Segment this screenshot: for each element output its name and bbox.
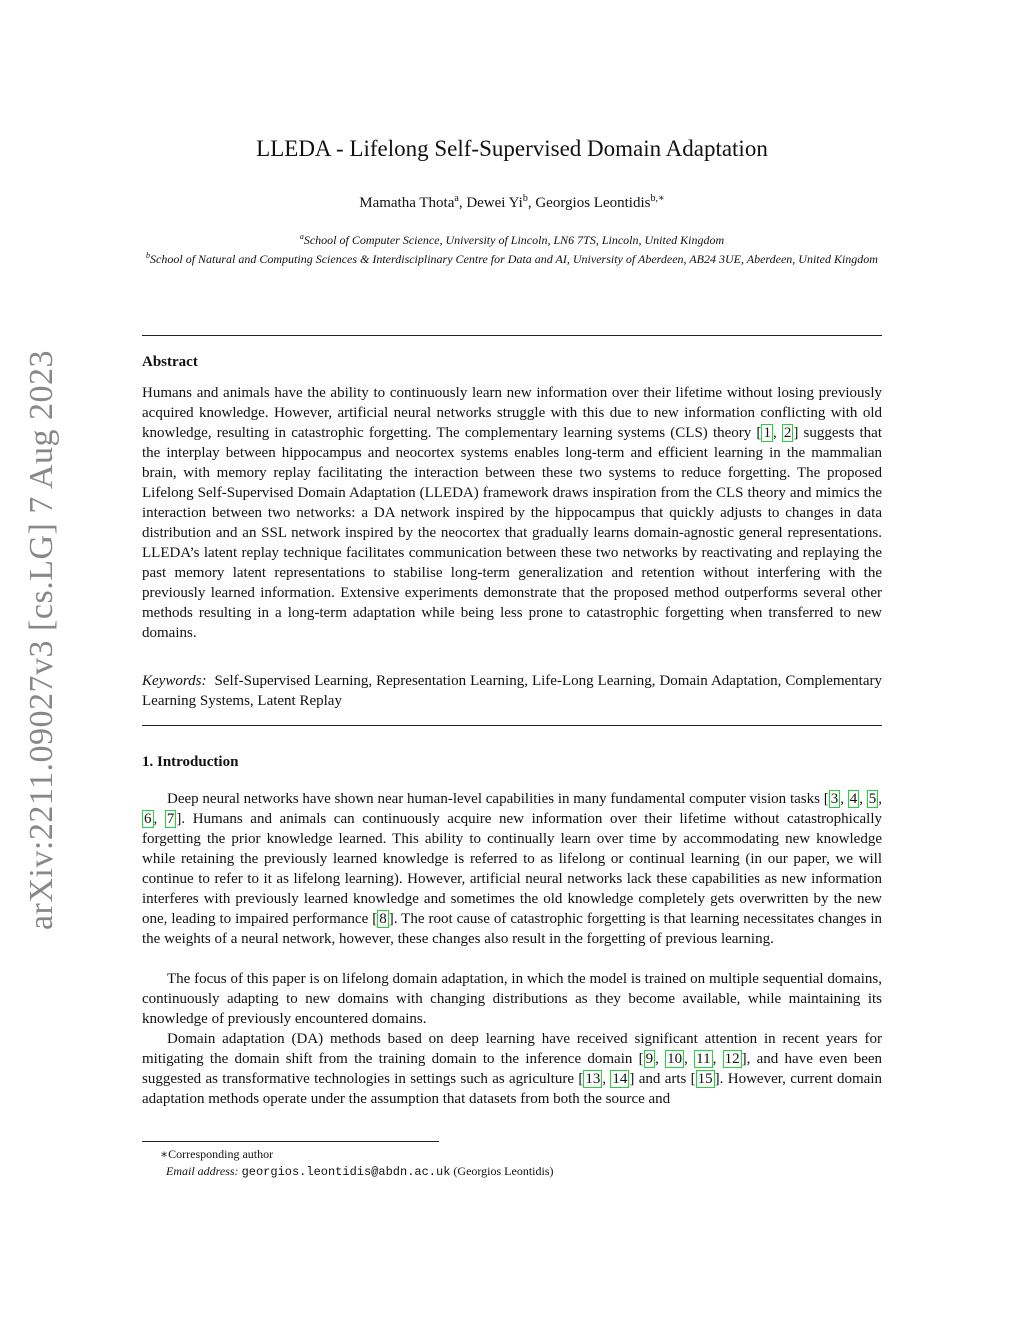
affiliation-b (142, 248, 882, 267)
abstract-body: Humans and animals have the ability to continuously learn new information over their lifetime without losing previously acquired knowledge. However, artificial neural networks struggle with this due to new information conflicting with old knowledge, resulting in catastrophic forgetting. The complementary learning systems (CLS) theory [ 1 , 2 ] suggests that the interplay between hippocampus and neocortex systems enables long-term and efficient learning in the mammalian brain, with memory replay facilitating the interaction between these two systems to reduce forgetting. The proposed Lifelong Self-Supervised Domain Adaptation (LLEDA) framework draws inspiration from the CLS theory and mimics the interaction between two networks: a DA network inspired by the hippocampus that quickly adjusts to changes in data distribution and an SSL network inspired by the neocortex that gradually learns domain-agnostic general representations. LLEDA’s latent replay technique facilitates communication between these two networks by reactivating and replaying the past memory latent representations to stabilise long-term generalization and retention without interfering with the previously learned information. Extensive experiments demonstrate that the proposed method outperforms several other methods resulting in a long-term adaptation while being less prone to catastrophic forgetting when transferred to new domains. (142, 385, 883, 641)
affiliations (142, 229, 882, 267)
footnote-email (166, 1163, 906, 1181)
body-text: Domain adaptation (DA) methods based on deep learning have received significant attention in recent years for mitigating the domain shift from the training domain to the inference domain [ (142, 1031, 882, 1067)
intro-paragraph-1: Deep neural networks have shown near human-level capabilities in many fundamental computer vision tasks [ 3 , 4 , 5 , 6 , 7 ]. Humans and animals can continuously acquire new information over their lifetime without catastrophically forgetting the prior knowledge learned. This ability to continually learn over time by accommodating new knowledge while retaining the previously learned knowledge is referred to as lifelong or continual learning (in our paper, we will continue to refer to it as lifelong learning). However, artificial neural networks lack these capabilities as new information interferes with previously learned knowledge and sometimes the old knowledge completely gets overwritten by the new one, leading to impaired performance [ 8 ]. The root cause of catastrophic forgetting is that learning necessitates changes in the weights of a neural network, however, these changes also result in the forgetting of previous learning. (142, 791, 883, 947)
top-rule (142, 335, 882, 336)
arxiv-identifier: arXiv:2211.09027v3 [cs.LG] 7 Aug 2023 (23, 349, 60, 931)
author-affil-mark: b (522, 193, 528, 204)
footnote-rule (142, 1141, 439, 1142)
citation-link[interactable]: 10 (667, 1051, 683, 1067)
email-address[interactable]: georgios.leontidis@abdn.ac.uk (241, 1165, 451, 1179)
abstract-heading: Abstract (142, 354, 198, 370)
footnote-corresponding: ∗Corresponding author (160, 1147, 274, 1161)
body-text: ]. However, current domain adaptation methods operate under the assumption that datasets from both the source and (142, 1071, 882, 1107)
author-list: Mamatha Thota$^a$, Dewei Yi$^b$, Georgios Leontidis$^{b,∗}$ (359, 193, 665, 211)
author-name: Mamatha Thota (359, 195, 455, 211)
citation-link[interactable]: 9 (645, 1051, 654, 1067)
citation-link[interactable]: 13 (585, 1071, 601, 1087)
body-text: ] and arts [ (629, 1071, 696, 1087)
body-text: Deep neural networks have shown near human-level capabilities in many fundamental computer vision tasks [ (167, 791, 829, 807)
citation-link[interactable]: 3 (830, 791, 839, 807)
email-owner: (Georgios Leontidis) (453, 1164, 554, 1178)
author-name: Georgios Leontidis (535, 195, 651, 211)
keywords-label: Keywords: (142, 673, 207, 689)
intro-paragraph-2: The focus of this paper is on lifelong domain adaptation, in which the model is trained on multiple sequential domains, continuously adapting to new domains with changing distributions as they become available, while maintaining its knowledge of previously encountered domains. (142, 971, 882, 1027)
affiliation-a (142, 229, 882, 248)
affil-mark: b (146, 251, 151, 260)
citation-link[interactable]: 2 (783, 425, 792, 441)
citation-link[interactable]: 14 (612, 1071, 628, 1087)
intro-paragraph-3: Domain adaptation (DA) methods based on deep learning have received significant attention in recent years for mitigating the domain shift from the training domain to the inference domain [ 9 , 10 , 11 , 12 ], and have even been suggested as transformative technologies in settings such as agriculture [ 13 , 14 ] and arts [ 15 ]. However, current domain adaptation methods operate under the assumption that datasets from both the source and (142, 1031, 883, 1107)
author-affil-mark: b,∗ (650, 193, 665, 204)
section-heading: 1. Introduction (142, 754, 239, 770)
body-text: ]. The root cause of catastrophic forgetting is that learning necessitates changes in the weights of a neural network, however, these changes also result in the forgetting of previous learning. (142, 911, 882, 947)
author-affil-mark: a (454, 193, 459, 204)
abstract-text: ] suggests that the interplay between hippocampus and neocortex systems enables long-term and efficient learning in the mammalian brain, with memory replay facilitating the interaction between these two systems to reduce forgetting. The proposed Lifelong Self-Supervised Domain Adaptation (LLEDA) framework draws inspiration from the CLS theory and mimics the interaction between two networks: a DA network inspired by the hippocampus that quickly adjusts to changes in data distribution and an SSL network inspired by the neocortex that gradually learns domain-agnostic general representations. LLEDA’s latent replay technique facilitates communication between these two networks by reactivating and replaying the past memory latent representations to stabilise long-term generalization and retention without interfering with the previously learned information. Extensive experiments demonstrate that the proposed method outperforms several other methods resulting in a long-term adaptation while being less prone to catastrophic forgetting when transferred to new domains. (142, 425, 883, 641)
citation-link[interactable]: 1 (763, 425, 771, 441)
body-text: ]. Humans and animals can continuously acquire new information over their lifetime without catastrophically forgetting the prior knowledge learned. This ability to continually learn over time by accommodating new knowledge while retaining the previously learned knowledge is referred to as lifelong or continual learning (in our paper, we will continue to refer to it as lifelong learning). However, artificial neural networks lack these capabilities as new information interferes with previously learned knowledge and sometimes the old knowledge completely gets overwritten by the new one, leading to impaired performance [ (142, 811, 882, 927)
body-text: ], and have even been suggested as transformative technologies in settings such as agriculture [ (142, 1051, 883, 1087)
citation-link[interactable]: 15 (697, 1071, 713, 1087)
bottom-rule (142, 725, 882, 726)
citation-link[interactable]: 5 (868, 791, 877, 807)
citation-link[interactable]: 8 (379, 911, 387, 927)
abstract-text: Humans and animals have the ability to continuously learn new information over their lifetime without losing previously acquired knowledge. However, artificial neural networks struggle with this due to new information conflicting with old knowledge, resulting in catastrophic forgetting. The complementary learning systems (CLS) theory [ (142, 385, 882, 441)
citation-link[interactable]: 7 (166, 811, 175, 827)
author-name: Dewei Yi (466, 195, 523, 211)
citation-link[interactable]: 4 (849, 791, 858, 807)
affil-mark: a (299, 232, 304, 241)
keywords-text: Self-Supervised Learning, Representation Learning, Life-Long Learning, Domain Adaptation, Complementary Learning Systems, Latent Replay (142, 673, 883, 709)
citation-link[interactable]: 11 (696, 1051, 711, 1067)
keywords (142, 671, 882, 711)
paper-title: LLEDA - Lifelong Self-Supervised Domain Adaptation (256, 136, 768, 161)
citation-link[interactable]: 12 (724, 1051, 740, 1067)
email-label: Email address: (166, 1164, 239, 1178)
citation-link[interactable]: 6 (144, 811, 152, 827)
affil-text: School of Computer Science, University of Lincoln, LN6 7TS, Lincoln, United Kingdom (303, 233, 725, 247)
affil-text: School of Natural and Computing Sciences & Interdisciplinary Centre for Data and AI, University of Aberdeen, AB24 3UE, Aberdeen, United Kingdom (150, 252, 878, 266)
